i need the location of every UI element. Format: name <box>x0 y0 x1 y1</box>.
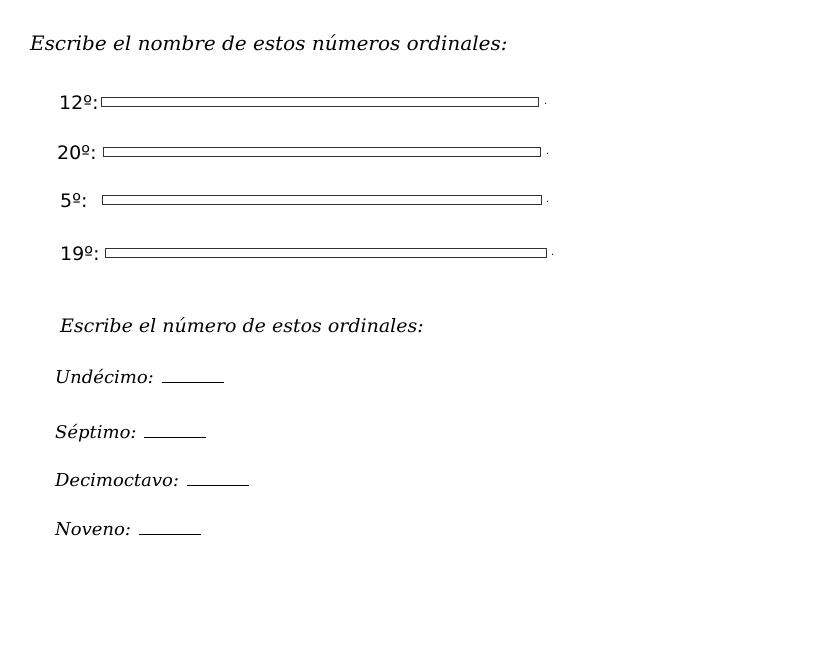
ordinal-row-3 <box>60 190 550 212</box>
ordinal-answer-input-4[interactable] <box>105 248 547 258</box>
answer-blank[interactable] <box>187 471 249 486</box>
row-end-period: . <box>544 96 548 107</box>
answer-blank[interactable] <box>139 520 201 535</box>
ordinal-row-2 <box>57 142 550 164</box>
number-row-4 <box>55 518 201 542</box>
row-end-period: . <box>546 146 550 157</box>
section1-title: Escribe el nombre de estos números ordinales: <box>30 31 508 55</box>
ordinal-word: Undécimo: <box>55 367 154 388</box>
ordinal-answer-input-2[interactable] <box>103 147 541 157</box>
number-row-1 <box>55 366 224 390</box>
row-end-period: . <box>546 194 550 205</box>
answer-blank[interactable] <box>162 368 224 383</box>
section2-title: Escribe el número de estos ordinales: <box>60 315 424 337</box>
ordinal-label: 20º: <box>57 142 97 164</box>
number-row-2 <box>55 421 206 445</box>
ordinal-row-4 <box>60 243 555 265</box>
answer-blank[interactable] <box>144 423 206 438</box>
ordinal-word: Séptimo: <box>55 422 137 443</box>
ordinal-word: Decimoctavo: <box>55 470 179 491</box>
ordinal-label: 5º: <box>60 190 88 212</box>
row-end-period: . <box>551 247 555 258</box>
ordinal-answer-input-1[interactable] <box>101 97 539 107</box>
ordinal-answer-input-3[interactable] <box>102 195 542 205</box>
ordinal-word: Noveno: <box>55 519 131 540</box>
ordinal-row-1 <box>59 92 548 114</box>
number-row-3 <box>55 469 249 493</box>
ordinal-label: 12º: <box>59 92 99 114</box>
ordinal-label: 19º: <box>60 243 100 265</box>
